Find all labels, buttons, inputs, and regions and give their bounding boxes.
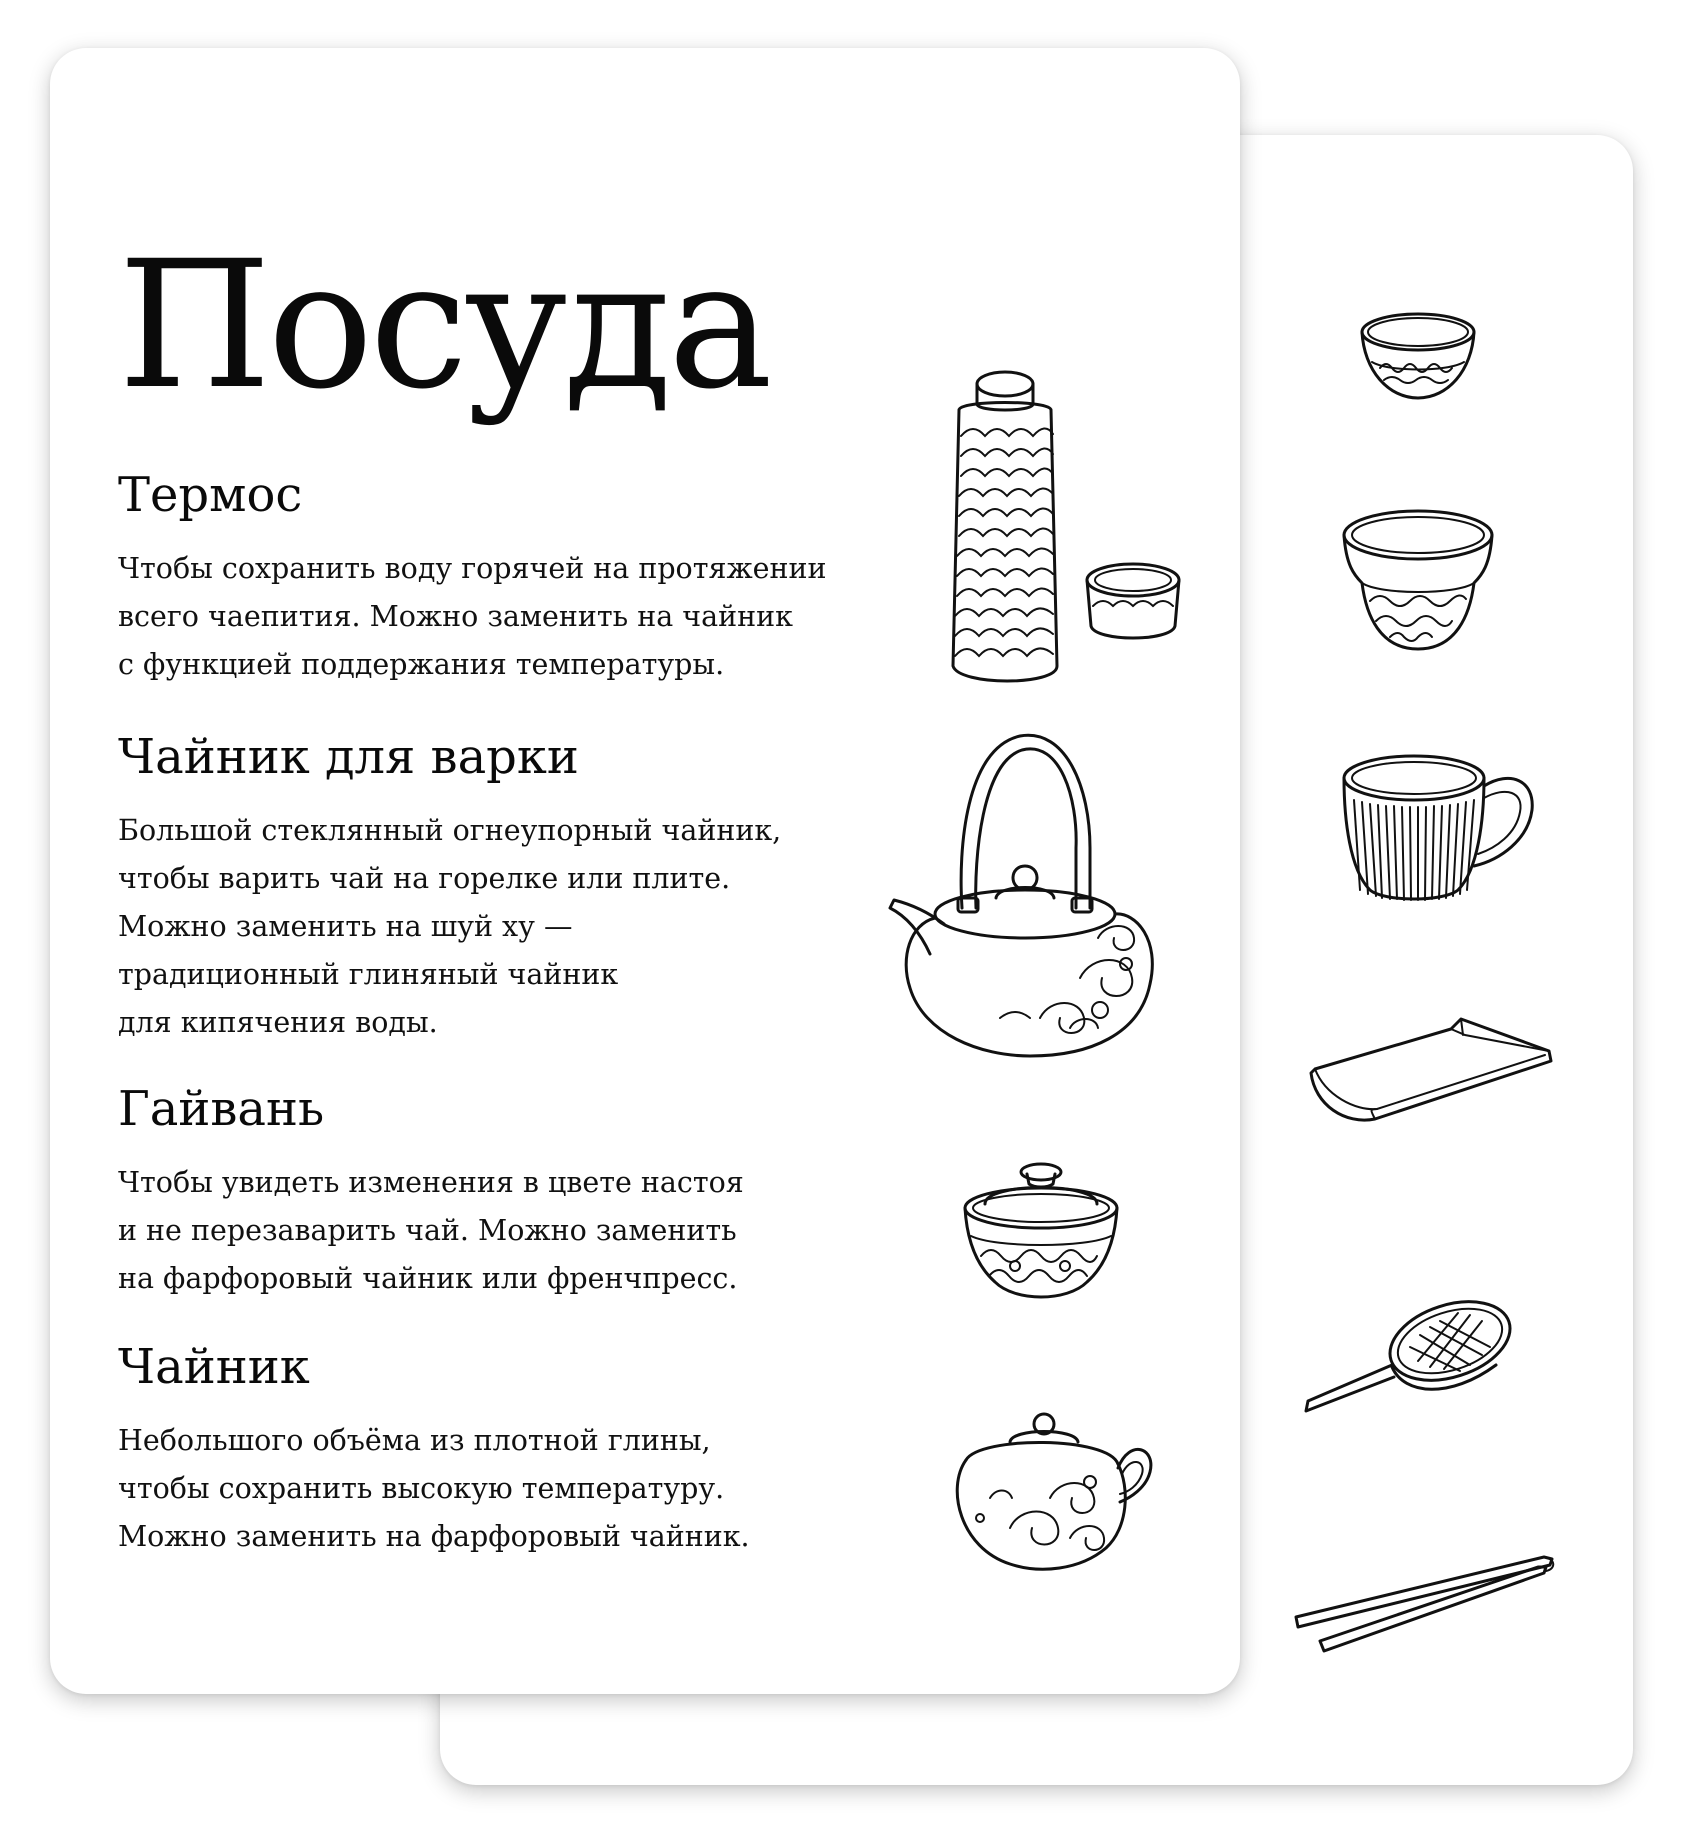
tea-strainer-icon: [1300, 1295, 1520, 1415]
small-tea-bowl-icon: [1358, 310, 1478, 405]
tea-cup-with-handle-icon: [1340, 750, 1540, 910]
section-boiling-kettle: [118, 730, 898, 1047]
page-title: Посуда: [118, 222, 769, 428]
gaiwan-icon: [955, 1158, 1130, 1318]
section-heading: Гайвань: [118, 1081, 325, 1137]
teapot-icon: [950, 1408, 1150, 1578]
section-gaiwan: [118, 1082, 898, 1303]
section-heading: Термос: [118, 467, 303, 523]
section-heading: Чайник: [118, 1339, 310, 1395]
section-text: Большой стеклянный огнеупорный чайник, чтобы варить чай на горелке или плите. Можно заменить на шуй ху — традиционный глиняный чайник для кипячения воды.: [118, 814, 782, 1040]
front-card: [50, 48, 1240, 1694]
section-teapot: [118, 1340, 898, 1561]
thermos-icon: [945, 366, 1185, 696]
section-text: Чтобы увидеть изменения в цвете настоя и не перезаварить чай. Можно заменить на фарфоровый чайник или френчпресс.: [118, 1166, 744, 1296]
section-text: Чтобы сохранить воду горячей на протяжении всего чаепития. Можно заменить на чайник с функцией поддержания температуры.: [118, 552, 827, 682]
section-thermos: [118, 468, 898, 689]
boiling-kettle-icon: [900, 728, 1180, 1068]
fairness-pitcher-icon: [1340, 505, 1500, 655]
tea-tongs-icon: [1290, 1545, 1560, 1655]
section-heading: Чайник для варки: [118, 729, 579, 785]
tea-scoop-icon: [1305, 1015, 1565, 1135]
section-text: Небольшого объёма из плотной глины, чтобы сохранить высокую температуру. Можно заменить на фарфоровый чайник.: [118, 1424, 750, 1554]
